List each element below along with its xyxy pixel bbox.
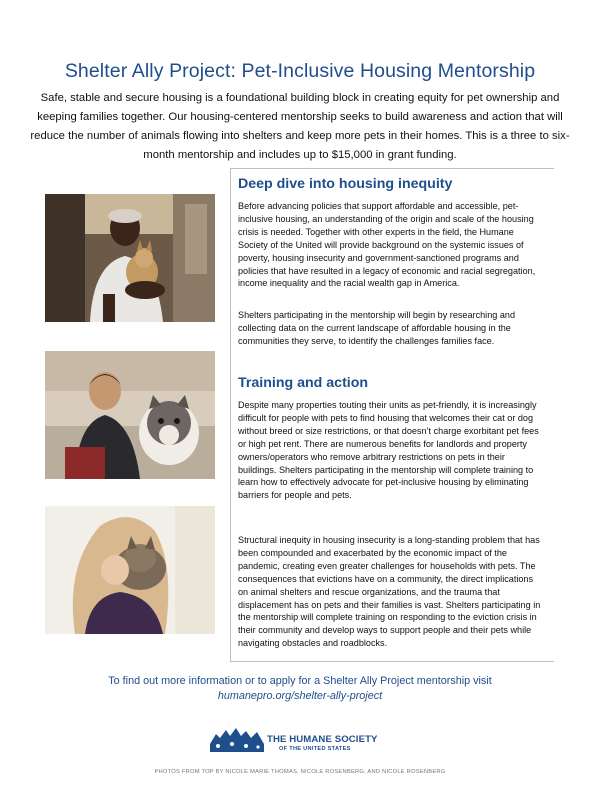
cta-link[interactable]: humanepro.org/shelter-ally-project	[217, 690, 383, 702]
training-paragraph-2: Structural inequity in housing insecurity is a long-standing problem that has been compounded and exacerbated by the economic impact of the pandemic, creating even greater challenges for households with pets. The consequences that evictions have on a community, the direct implications on animal shelters and rescue organizations, and the trauma that displacement has on pets and their families is vast. Shelters participating in the mentorship will complete training on responding to the eviction crisis in their community and develop ways to support people and their pets while navigating obstacles and roadblocks.	[238, 535, 541, 649]
deep-dive-paragraph-2: Shelters participating in the mentorship will begin by researching and collecting data on the current landscape of affordable housing in the communities they serve, to identify the challenges families face.	[238, 310, 516, 346]
photo-credits: PHOTOS FROM TOP BY NICOLE MARIE THOMAS, NICOLE ROSENBERG, AND NICOLE ROSENBERG	[154, 769, 446, 775]
text-column	[230, 168, 554, 662]
logo-line-2: OF THE UNITED STATES	[279, 746, 351, 752]
logo-line-1: THE HUMANE SOCIETY	[267, 734, 378, 745]
page-title: Shelter Ally Project: Pet-Inclusive Housing Mentorship	[64, 60, 536, 82]
deep-dive-paragraph-1: Before advancing policies that support affordable and accessible, pet-inclusive housing, an understanding of the origin and scale of the housing crisis is needed. Together with other experts in the field, the Humane Society of the United will provide background on the systemic issues of poverty, housing insecurity and government-sanctioned programs and policies that have resulted in a legacy of economic and racial segregation, income inequality and the racial wealth gap in America.	[238, 201, 536, 289]
training-paragraph-1: Despite many properties touting their units as pet-friendly, it is increasingly difficult for people with pets to find housing that welcomes their cat or dog without breed or size restrictions, or that doesn’t charge exorbitant pet fees or high pet rent. There are numerous benefits for landlords and property owners/operators who remove arbitrary restrictions on pets in their buildings. Shelters participating in the mentorship will complete training to learn how to effectively advocate for pet-inclusive housing by eliminating barriers for people and pets.	[238, 400, 539, 501]
heading-training-action: Training and action	[238, 375, 369, 391]
photo-boy-with-dog	[45, 351, 215, 479]
cta-text: To find out more information or to apply for a Shelter Ally Project mentorship visit	[108, 675, 492, 687]
photo-woman-hugging-cat	[45, 506, 215, 634]
heading-deep-dive: Deep dive into housing inequity	[238, 176, 453, 192]
animal-silhouettes-icon	[208, 722, 266, 756]
intro-paragraph: Safe, stable and secure housing is a foundational building block in creating equity for pet ownership and keeping families together. Our housing-centered mentorship seeks to build awareness and action that will reduce the number of animals flowing into shelters and keep more pets in their homes. This is a three to six-month mentorship and includes up to $15,000 in grant funding.	[30, 92, 570, 161]
hsus-logo	[208, 722, 378, 756]
photo-woman-with-dog	[45, 194, 215, 322]
